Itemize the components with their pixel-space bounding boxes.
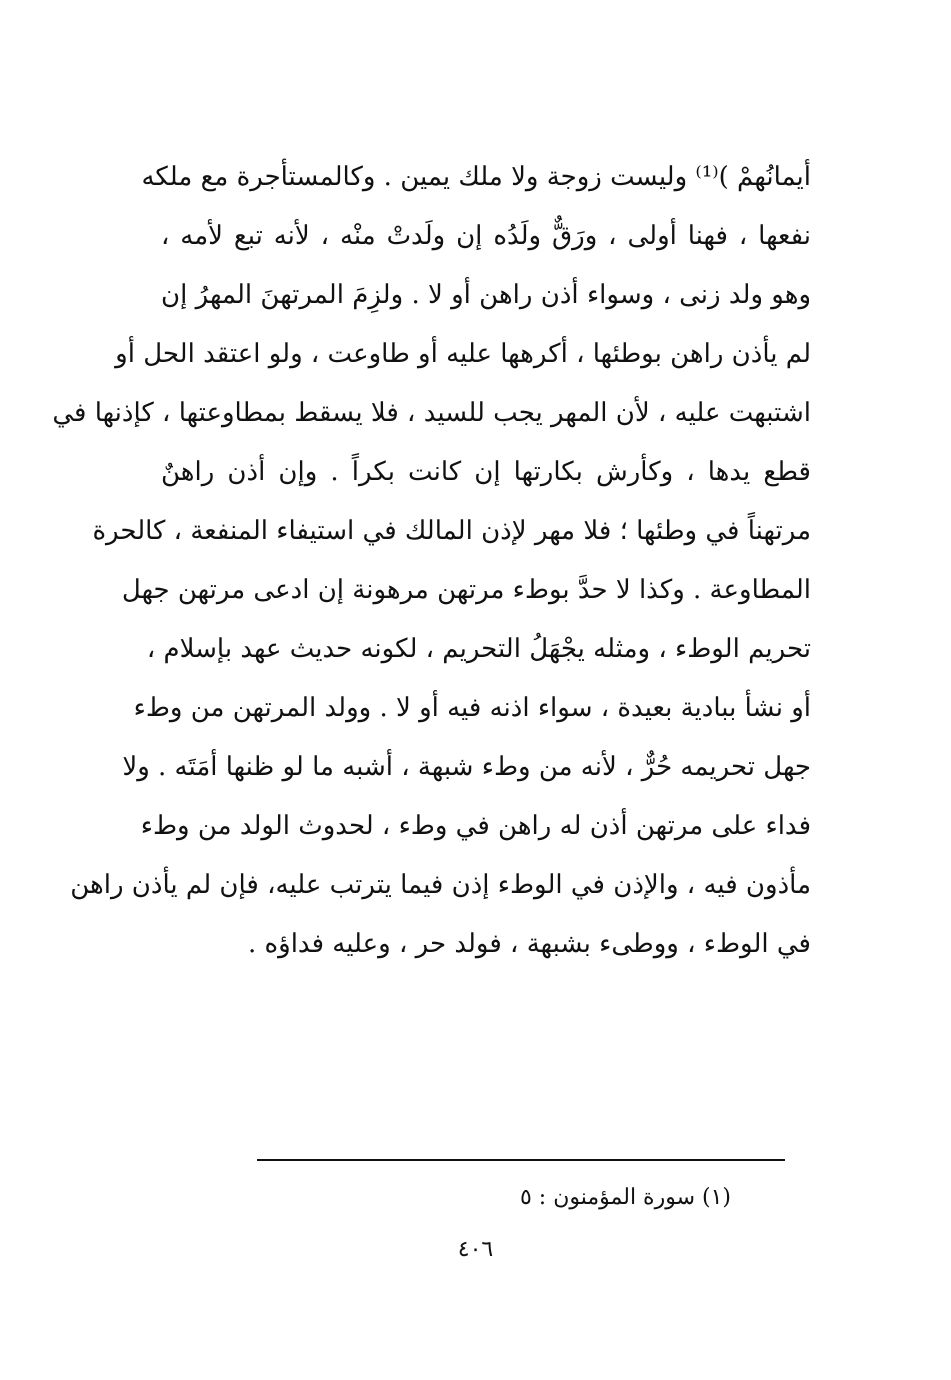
text-line: نفعها ، فهنا أولى ، ورَقٌّ ولَدُه إن ولَدتْ منْه ، لأنه تبع لأمه ، xyxy=(161,221,811,251)
text-line: فداء على مرتهن أذن له راهن في وطء ، لحدوث الولد من وطء xyxy=(140,811,811,841)
text-line: مأذون فيه ، والإذن في الوطء إذن فيما يترتب عليه، فإن لم يأذن راهن xyxy=(70,870,811,900)
text-line: تحريم الوطء ، ومثله يجْهَلُ التحريم ، لكونه حديث عهد بإسلام ، xyxy=(146,634,811,664)
text-line: في الوطء ، ووطىء بشبهة ، فولد حر ، وعليه فداؤه . xyxy=(248,929,811,959)
text-line: مرتهناً في وطئها ؛ فلا مهر لإذن المالك في استيفاء المنفعة ، كالحرة xyxy=(92,516,811,546)
body-text xyxy=(52,148,811,974)
text-line: اشتبهت عليه ، لأن المهر يجب للسيد ، فلا يسقط بمطاوعتها ، كإذنها في xyxy=(52,398,811,428)
text-line: أيمانُهمْ )⁽¹⁾ وليست زوجة ولا ملك يمين . وكالمستأجرة مع ملكه xyxy=(141,162,811,192)
footnote: (١) سورة المؤمنون : ٥ xyxy=(519,1185,731,1210)
page-number: ٤٠٦ xyxy=(457,1237,494,1262)
text-line: أو نشأ ببادية بعيدة ، سواء اذنه فيه أو لا . وولد المرتهن من وطء xyxy=(133,693,811,723)
text-line: لم يأذن راهن بوطئها ، أكرهها عليه أو طاوعت ، ولو اعتقد الحل أو xyxy=(115,339,811,369)
text-line: المطاوعة . وكذا لا حدَّ بوطء مرتهن مرهونة إن ادعى مرتهن جهل xyxy=(121,575,811,605)
footnote-divider xyxy=(257,1159,785,1161)
text-line: قطع يدها ، وكأرش بكارتها إن كانت بكراً . وإن أذن راهنٌ xyxy=(161,457,811,487)
text-line: وهو ولد زنى ، وسواء أذن راهن أو لا . ولزِمَ المرتهنَ المهرُ إن xyxy=(161,280,811,310)
text-line: جهل تحريمه حُرٌّ ، لأنه من وطء شبهة ، أشبه ما لو ظنها أمَتَه . ولا xyxy=(122,752,811,782)
